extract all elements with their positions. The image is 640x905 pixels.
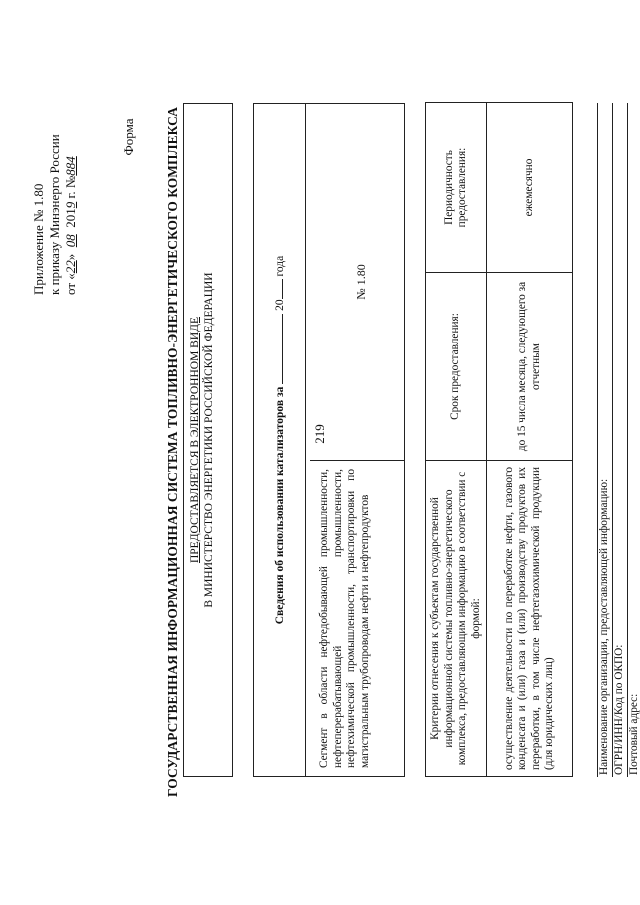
frequency-value: ежемесячно — [487, 103, 573, 273]
deadline-value: до 15 числа месяца, следующего за отчетным — [487, 273, 573, 461]
criteria-value-row — [487, 103, 573, 777]
date-year-digit: 9 — [63, 201, 78, 209]
period-blank — [282, 314, 283, 384]
appendix-block — [31, 35, 79, 295]
org-address-field: Почтовый адрес: — [628, 103, 640, 777]
frequency-header: Периодичность предоставления: — [426, 103, 487, 273]
org-name-field: Наименование организации, предоставляющей информацию: — [598, 103, 613, 777]
date-year-prefix: 201 — [63, 208, 78, 228]
criteria-header-row — [426, 103, 487, 777]
info-title-text: Сведения об использовании катализаторов за — [274, 386, 286, 625]
date-prefix: от « — [63, 273, 78, 295]
date-day: 22 — [63, 260, 78, 274]
order-number: 884 — [63, 156, 78, 176]
organization-block — [597, 103, 640, 777]
year-blank — [282, 279, 283, 299]
form-sheet — [25, 27, 640, 877]
main-title: ГОСУДАРСТВЕННАЯ ИНФОРМАЦИОННАЯ СИСТЕМА ТОПЛИВНО-ЭНЕРГЕТИЧЕСКОГО КОМПЛЕКСА — [165, 107, 180, 798]
date-month: 08 — [63, 234, 78, 248]
date-year-suffix: г. № — [63, 175, 78, 202]
submission-line-1: ПРЕДОСТАВЛЯЕТСЯ В ЭЛЕКТРОННОМ ВИДЕ — [189, 316, 201, 564]
info-title — [260, 104, 306, 776]
deadline-header: Срок предоставления: — [426, 273, 487, 461]
form-label: Форма — [121, 118, 136, 156]
year-prefix: 20 — [274, 299, 286, 311]
form-number: № 1.80 — [354, 264, 368, 300]
date-mid: » — [63, 253, 78, 261]
segment-text: Сегмент в области нефтедобывающей промышленности, нефтеперерабатывающей промышленности, нефтехимической промышленности, транспортировки по магистральным трубопроводам нефти и нефтепродуктов — [310, 460, 404, 776]
org-ids-field: ОГРН/ИНН/Код по ОКПО: — [613, 103, 628, 777]
appendix-title: Приложение № 1.80 — [31, 183, 46, 295]
year-suffix: года — [274, 255, 286, 277]
submission-box — [183, 103, 233, 777]
criteria-table — [425, 102, 573, 777]
page-number: 219 — [312, 424, 327, 444]
criteria-value: осуществление деятельности по переработке нефти, газового конденсата и (или) газа и (или) производству продуктов их переработки, в том числе нефтегазохимической продукции (для юридических лиц) — [487, 461, 573, 777]
criteria-header: Критерии отнесения к субъектам государственной информационной системы топливно-энергетического комплекса, предоставляющим информацию в соответствии с формой: — [426, 461, 487, 777]
appendix-order: к приказу Минэнерго России — [47, 134, 62, 295]
info-box — [253, 103, 405, 777]
submission-line-2: В МИНИСТЕРСТВО ЭНЕРГЕТИКИ РОССИЙСКОЙ ФЕДЕРАЦИИ — [202, 272, 215, 608]
appendix-date — [63, 35, 79, 295]
